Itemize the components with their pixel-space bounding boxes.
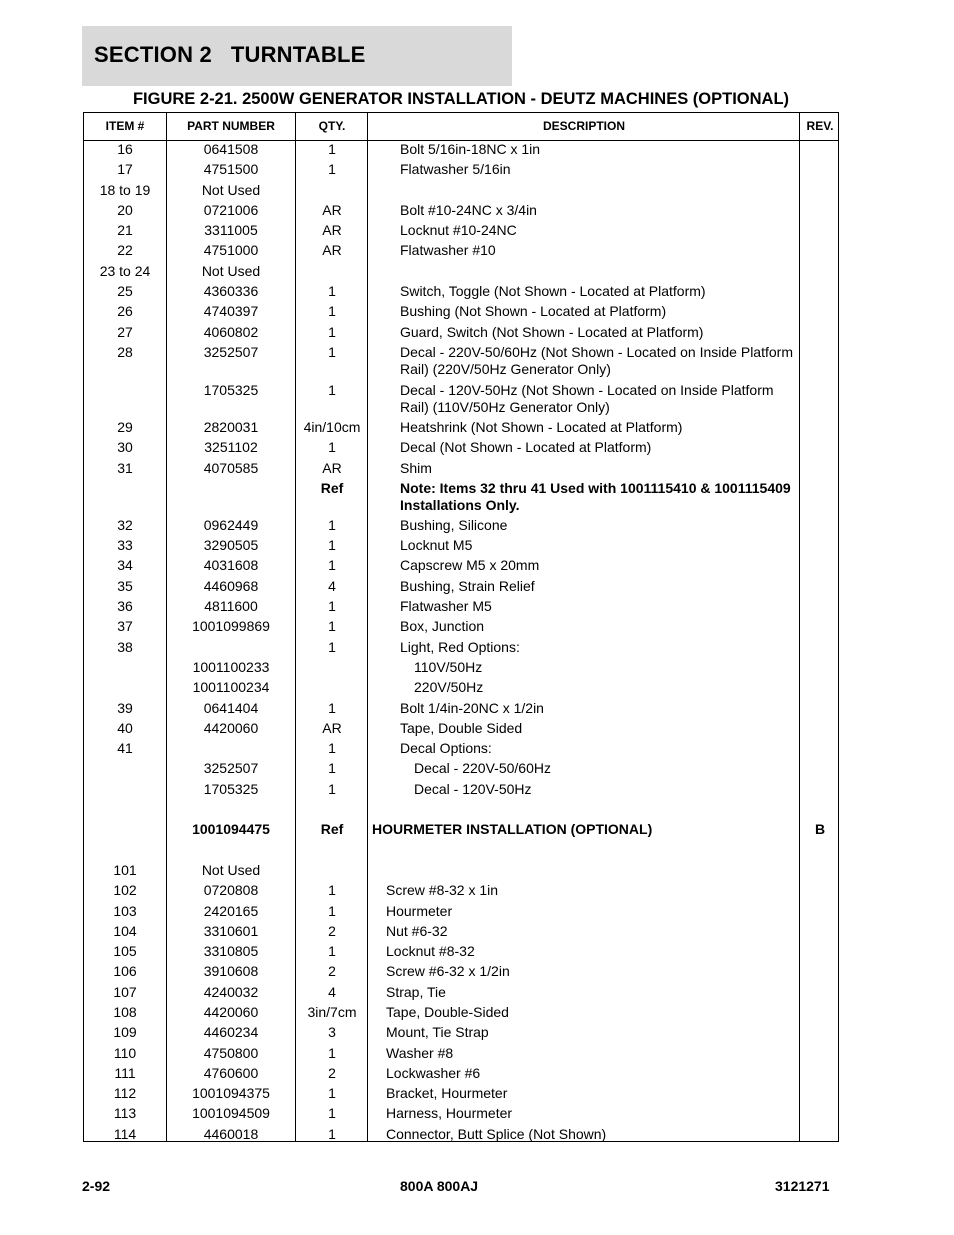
quantity: 1 bbox=[328, 537, 336, 554]
item-number: 102 bbox=[113, 882, 137, 899]
quantity: 1 bbox=[328, 760, 336, 777]
part-number: 2420165 bbox=[203, 902, 259, 919]
item-number: 110 bbox=[113, 1044, 137, 1061]
description: Decal (Not Shown - Located at Platform) bbox=[400, 439, 652, 456]
part-number: 4420060 bbox=[203, 1003, 259, 1020]
part-number: 1705325 bbox=[203, 381, 259, 398]
description: Light, Red Options: bbox=[400, 638, 520, 655]
quantity: 1 bbox=[328, 1125, 336, 1142]
quantity: 3in/7cm bbox=[307, 1003, 357, 1020]
quantity: AR bbox=[322, 719, 342, 736]
item-number: 106 bbox=[113, 963, 137, 980]
part-number: 1001099869 bbox=[192, 618, 270, 635]
table-row bbox=[84, 963, 838, 983]
figure-title: FIGURE 2-21. 2500W GENERATOR INSTALLATION - DEUTZ MACHINES (OPTIONAL) bbox=[132, 90, 790, 108]
part-number: 4751500 bbox=[203, 161, 259, 178]
description: Locknut M5 bbox=[400, 537, 473, 554]
table-row bbox=[84, 419, 838, 439]
description: Locknut #8-32 bbox=[386, 943, 475, 960]
table-row bbox=[84, 1045, 838, 1065]
quantity: AR bbox=[322, 222, 342, 239]
quantity: 1 bbox=[328, 780, 336, 797]
part-number: 3252507 bbox=[203, 760, 259, 777]
quantity: 1 bbox=[328, 141, 336, 157]
quantity: Ref bbox=[320, 821, 344, 838]
table-row bbox=[84, 1024, 838, 1044]
part-number: 4460234 bbox=[203, 1024, 259, 1041]
table-row bbox=[84, 842, 838, 862]
item-number: 105 bbox=[113, 943, 137, 960]
table-row bbox=[84, 882, 838, 902]
item-number: 20 bbox=[117, 201, 133, 218]
description: Capscrew M5 x 20mm bbox=[400, 557, 540, 574]
parts-table bbox=[83, 112, 839, 1142]
item-number: 33 bbox=[117, 537, 133, 554]
item-number: 16 bbox=[117, 141, 133, 157]
item-number: 36 bbox=[117, 598, 133, 615]
quantity: 4 bbox=[328, 577, 336, 594]
description: Bolt 1/4in-20NC x 1/2in bbox=[400, 699, 544, 716]
description: Decal - 120V-50Hz (Not Shown - Located on Inside Platform Rail) (110V/50Hz Generator Only) bbox=[400, 381, 774, 415]
table-row bbox=[84, 781, 838, 801]
quantity: 1 bbox=[328, 303, 336, 320]
quantity: 1 bbox=[328, 598, 336, 615]
part-number: 3252507 bbox=[203, 343, 259, 360]
table-row bbox=[84, 862, 838, 882]
table-row bbox=[84, 324, 838, 344]
item-number: 27 bbox=[117, 323, 133, 340]
description: Bolt 5/16in-18NC x 1in bbox=[400, 141, 541, 157]
item-number: 29 bbox=[117, 418, 133, 435]
table-row bbox=[84, 283, 838, 303]
item-number: 37 bbox=[117, 618, 133, 635]
quantity: 1 bbox=[328, 283, 336, 300]
item-number: 17 bbox=[117, 161, 133, 178]
table-row bbox=[84, 1085, 838, 1105]
table-row bbox=[84, 222, 838, 242]
revision: B bbox=[814, 821, 826, 838]
item-number: 32 bbox=[117, 516, 133, 533]
table-row bbox=[84, 517, 838, 537]
quantity: 1 bbox=[328, 699, 336, 716]
description: Flatwasher 5/16in bbox=[400, 161, 511, 178]
item-number: 28 bbox=[117, 343, 133, 360]
quantity: 1 bbox=[328, 902, 336, 919]
description: Note: Items 32 thru 41 Used with 1001115410 & 1001115409 Installations Only. bbox=[400, 479, 791, 513]
table-row bbox=[84, 943, 838, 963]
item-number: 18 to 19 bbox=[99, 181, 151, 198]
section-title: SECTION 2 TURNTABLE bbox=[94, 42, 366, 67]
part-number: 4740397 bbox=[203, 303, 259, 320]
table-row bbox=[84, 263, 838, 283]
description: Screw #8-32 x 1in bbox=[386, 882, 499, 899]
description: Box, Junction bbox=[400, 618, 485, 635]
item-number: 111 bbox=[114, 1064, 136, 1081]
table-row bbox=[84, 760, 838, 780]
description: Washer #8 bbox=[386, 1044, 454, 1061]
table-row bbox=[84, 700, 838, 720]
part-number: 4360336 bbox=[203, 283, 259, 300]
table-row bbox=[84, 740, 838, 760]
description: Decal - 120V-50Hz bbox=[414, 780, 532, 797]
part-number: 4060802 bbox=[203, 323, 259, 340]
description: Tape, Double-Sided bbox=[386, 1003, 509, 1020]
page-number: 2-92 bbox=[82, 1178, 111, 1194]
column-header-rev: REV. bbox=[806, 119, 834, 133]
table-row bbox=[84, 161, 838, 181]
description: Strap, Tie bbox=[386, 983, 446, 1000]
table-row bbox=[84, 141, 838, 161]
item-number: 114 bbox=[113, 1125, 137, 1142]
column-header-description: DESCRIPTION bbox=[542, 119, 625, 133]
description: Harness, Hourmeter bbox=[386, 1105, 513, 1122]
part-number: 0641404 bbox=[203, 699, 259, 716]
part-number: 3290505 bbox=[203, 537, 259, 554]
part-number: 4811600 bbox=[204, 598, 258, 615]
table-row bbox=[84, 720, 838, 740]
part-number: 1001094475 bbox=[192, 821, 270, 838]
description: Shim bbox=[400, 459, 432, 476]
item-number: 30 bbox=[117, 439, 133, 456]
description: Locknut #10-24NC bbox=[400, 222, 517, 239]
table-row bbox=[84, 984, 838, 1004]
description: Guard, Switch (Not Shown - Located at Platform) bbox=[400, 323, 704, 340]
description: Decal - 220V-50/60Hz (Not Shown - Located on Inside Platform Rail) (220V/50Hz Generator Only) bbox=[400, 343, 793, 377]
table-row bbox=[84, 903, 838, 923]
part-number: 4460968 bbox=[203, 577, 259, 594]
table-row bbox=[84, 460, 838, 480]
description: Tape, Double Sided bbox=[400, 719, 523, 736]
table-row bbox=[84, 182, 838, 202]
quantity: 1 bbox=[328, 1105, 336, 1122]
description: Bushing, Silicone bbox=[400, 516, 508, 533]
quantity: 3 bbox=[328, 1024, 336, 1041]
quantity: 1 bbox=[328, 740, 336, 757]
table-row bbox=[84, 202, 838, 222]
item-number: 107 bbox=[113, 983, 137, 1000]
part-number: 1001100233 bbox=[192, 658, 270, 675]
quantity: 1 bbox=[328, 638, 336, 655]
table-row bbox=[84, 1004, 838, 1024]
part-number: 0721006 bbox=[203, 201, 259, 218]
table-row bbox=[84, 557, 838, 577]
item-number: 22 bbox=[117, 242, 133, 259]
part-number: 1001094509 bbox=[192, 1105, 270, 1122]
table-row bbox=[84, 659, 838, 679]
quantity: 1 bbox=[328, 882, 336, 899]
item-number: 23 to 24 bbox=[99, 262, 151, 279]
table-row bbox=[84, 923, 838, 943]
part-number: 4070585 bbox=[203, 459, 259, 476]
description: Bolt #10-24NC x 3/4in bbox=[400, 201, 537, 218]
item-number: 25 bbox=[117, 283, 133, 300]
item-number: 101 bbox=[113, 861, 137, 878]
doc-number: 3121271 bbox=[775, 1178, 830, 1194]
table-row bbox=[84, 1126, 838, 1146]
table-row bbox=[84, 618, 838, 638]
item-number: 39 bbox=[117, 699, 133, 716]
description: Connector, Butt Splice (Not Shown) bbox=[386, 1125, 607, 1142]
description: Mount, Tie Strap bbox=[386, 1024, 489, 1041]
description: Bushing, Strain Relief bbox=[400, 577, 535, 594]
table-row bbox=[84, 1105, 838, 1125]
item-number: 38 bbox=[117, 638, 133, 655]
quantity: 1 bbox=[328, 323, 336, 340]
table-row bbox=[84, 679, 838, 699]
part-number: 4750800 bbox=[203, 1044, 259, 1061]
part-number: 1001094375 bbox=[192, 1085, 270, 1102]
table-row bbox=[84, 344, 838, 382]
table-row bbox=[84, 439, 838, 459]
description: Screw #6-32 x 1/2in bbox=[386, 963, 510, 980]
part-number: 4240032 bbox=[203, 983, 259, 1000]
quantity: 1 bbox=[328, 1085, 336, 1102]
table-row bbox=[84, 303, 838, 323]
description: 220V/50Hz bbox=[414, 679, 484, 696]
item-number: 35 bbox=[117, 577, 133, 594]
description: Flatwasher M5 bbox=[400, 598, 492, 615]
part-number: Not Used bbox=[201, 861, 261, 878]
item-number: 34 bbox=[117, 557, 133, 574]
table-row bbox=[84, 480, 838, 517]
item-number: 40 bbox=[117, 719, 133, 736]
part-number: 4031608 bbox=[203, 557, 259, 574]
part-number: 4460018 bbox=[203, 1125, 259, 1142]
part-number: 0641508 bbox=[203, 141, 259, 157]
quantity: Ref bbox=[320, 479, 344, 496]
quantity: 1 bbox=[328, 1044, 336, 1061]
table-row bbox=[84, 537, 838, 557]
table-row bbox=[84, 242, 838, 262]
part-number: 3910608 bbox=[203, 963, 259, 980]
item-number: 26 bbox=[117, 303, 133, 320]
quantity: 1 bbox=[328, 381, 336, 398]
description: Heatshrink (Not Shown - Located at Platform) bbox=[400, 418, 683, 435]
table-body bbox=[84, 141, 838, 1146]
description: Lockwasher #6 bbox=[386, 1064, 481, 1081]
part-number: Not Used bbox=[201, 262, 261, 279]
quantity: AR bbox=[322, 201, 342, 218]
description: Hourmeter bbox=[386, 902, 453, 919]
part-number: 4760600 bbox=[203, 1064, 259, 1081]
quantity: 1 bbox=[328, 618, 336, 635]
part-number: 3251102 bbox=[204, 439, 258, 456]
description: Flatwasher #10 bbox=[400, 242, 496, 259]
item-number: 112 bbox=[113, 1085, 137, 1102]
table-row bbox=[84, 382, 838, 419]
quantity: 2 bbox=[328, 1064, 336, 1081]
column-header-qty: QTY. bbox=[318, 119, 346, 133]
part-number: 2820031 bbox=[203, 418, 259, 435]
quantity: 1 bbox=[328, 557, 336, 574]
quantity: 1 bbox=[328, 516, 336, 533]
description: Bracket, Hourmeter bbox=[386, 1085, 508, 1102]
quantity: 4 bbox=[328, 983, 336, 1000]
part-number: 4420060 bbox=[203, 719, 259, 736]
quantity: 1 bbox=[328, 439, 336, 456]
quantity: 4in/10cm bbox=[303, 418, 361, 435]
table-row bbox=[84, 598, 838, 618]
quantity: 1 bbox=[328, 343, 336, 360]
part-number: 1705325 bbox=[203, 780, 259, 797]
column-header-part-number: PART NUMBER bbox=[187, 119, 275, 133]
quantity: 2 bbox=[328, 922, 336, 939]
part-number: 0962449 bbox=[203, 516, 259, 533]
part-number: Not Used bbox=[201, 181, 261, 198]
table-row bbox=[84, 639, 838, 659]
item-number: 31 bbox=[117, 459, 133, 476]
item-number: 21 bbox=[117, 222, 133, 239]
item-number: 108 bbox=[113, 1003, 137, 1020]
table-row bbox=[84, 801, 838, 821]
part-number: 0720808 bbox=[203, 882, 259, 899]
quantity: 1 bbox=[328, 161, 336, 178]
table-row bbox=[84, 821, 838, 841]
description: Nut #6-32 bbox=[386, 922, 448, 939]
column-header-item: ITEM # bbox=[105, 119, 145, 133]
table-row bbox=[84, 578, 838, 598]
quantity: 1 bbox=[328, 943, 336, 960]
item-number: 103 bbox=[113, 902, 137, 919]
quantity: AR bbox=[322, 242, 342, 259]
description: Switch, Toggle (Not Shown - Located at Platform) bbox=[400, 283, 706, 300]
item-number: 104 bbox=[113, 922, 137, 939]
part-number: 3310601 bbox=[203, 922, 259, 939]
description: 110V/50Hz bbox=[414, 658, 483, 675]
part-number: 1001100234 bbox=[192, 679, 270, 696]
model-label: 800A 800AJ bbox=[400, 1178, 479, 1194]
part-number: 4751000 bbox=[203, 242, 259, 259]
description: Decal Options: bbox=[400, 740, 492, 757]
item-number: 41 bbox=[117, 740, 133, 757]
part-number: 3311005 bbox=[204, 222, 258, 239]
item-number: 109 bbox=[113, 1024, 137, 1041]
quantity: 2 bbox=[328, 963, 336, 980]
table-row bbox=[84, 1065, 838, 1085]
quantity: AR bbox=[322, 459, 342, 476]
part-number: 3310805 bbox=[203, 943, 259, 960]
item-number: 113 bbox=[113, 1105, 137, 1122]
description: Bushing (Not Shown - Located at Platform) bbox=[400, 303, 667, 320]
description: HOURMETER INSTALLATION (OPTIONAL) bbox=[372, 821, 653, 838]
description: Decal - 220V-50/60Hz bbox=[414, 760, 551, 777]
